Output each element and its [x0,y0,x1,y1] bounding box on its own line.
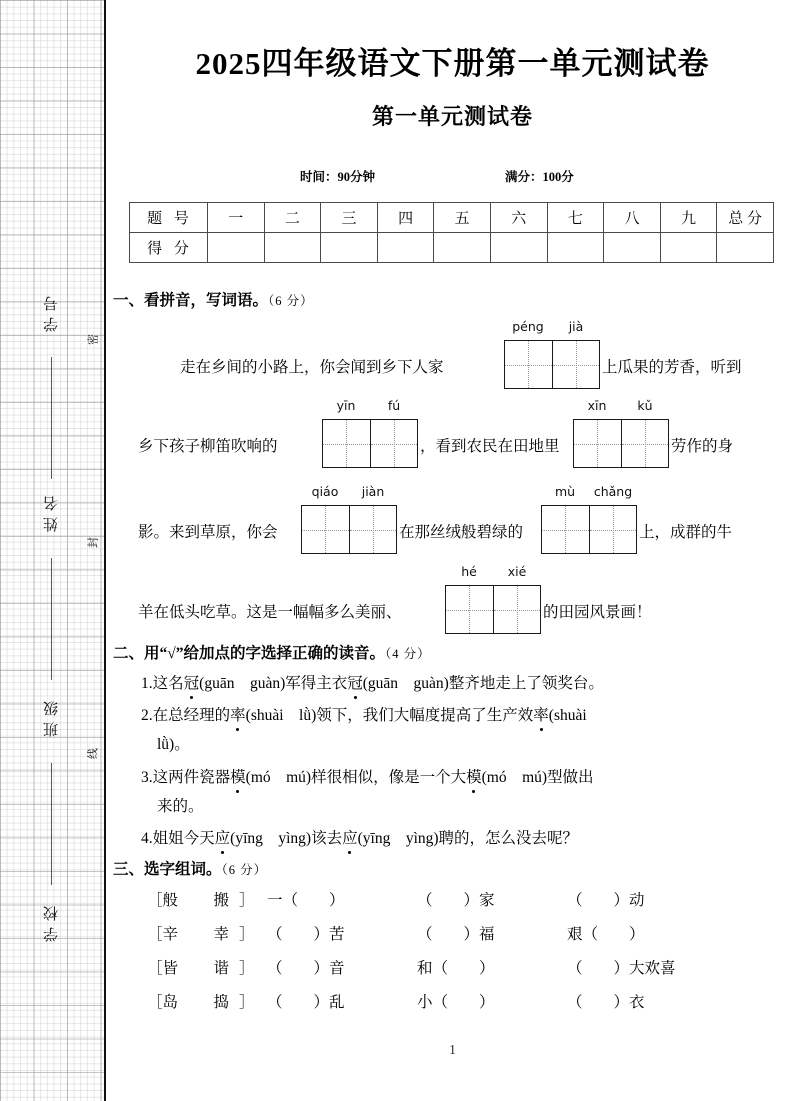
q1-pinyin-3-a: xīn [587,398,607,413]
q1-answer-box-2[interactable] [322,398,418,468]
q2-item-2-dot-1: 率 [230,703,246,725]
q1-pinyin-4-b: jiàn [361,484,385,499]
q1-pinyin-3 [573,400,669,413]
question-1-title: 一、看拼音，写词语。 [113,292,269,309]
score-cell-9[interactable] [660,233,717,263]
q2-item-2-s4: (shuài [548,707,587,724]
q2-item-2-s2: (shuài lǜ)领下，我们大幅度提高了生产效 [245,707,534,724]
q3-row-3-item-2[interactable]: 和（ ） [417,960,495,977]
score-col-3: 三 [321,203,378,233]
q1-answer-box-3[interactable] [573,398,669,468]
q2-item-2-num: 2. [141,707,153,724]
sidebar-field-xuehao-label: 学号 [43,290,60,332]
q1-pinyin-1-b: jià [568,319,584,334]
tianzige-cell[interactable] [621,420,669,467]
tianzige-cell[interactable] [505,341,552,388]
q3-row-2-item-3[interactable]: 艰（ ） [567,926,645,943]
q3-row-1-item-2[interactable]: （ ）家 [417,892,495,909]
q2-item-3 [141,765,594,787]
page-number: 1 [449,1043,456,1058]
paper-content [105,0,800,1101]
q2-item-1 [141,671,604,693]
q1-answer-box-1[interactable] [504,319,600,389]
score-cell-1[interactable] [208,233,265,263]
q3-row-4-item-1[interactable]: （ ）乱 [267,994,345,1011]
q2-item-2 [141,703,587,725]
score-table-row-label-0: 题 号 [130,203,208,233]
question-3-heading [113,857,267,879]
q2-item-4-s2: (yīng yìng)该去 [230,830,343,847]
q1-line-1-post: 上瓜果的芳香，听到 [602,359,742,376]
q1-answer-box-6[interactable] [445,564,541,634]
score-col-2: 二 [264,203,321,233]
score-col-4: 四 [377,203,434,233]
score-cell-2[interactable] [264,233,321,263]
score-cell-6[interactable] [490,233,547,263]
question-2-points: （4 分） [385,647,431,661]
q3-row-1-item-3[interactable]: （ ）动 [567,892,645,909]
sidebar-field-banji [36,695,66,742]
q3-row-2 [147,922,645,944]
q2-item-4-dot-1: 应 [215,826,231,848]
q1-pinyin-3-b: kǔ [637,398,653,413]
q1-line-2-mid: ，看到农民在田地里 [420,438,560,455]
sidebar-field-banji-label: 班级 [43,695,60,737]
score-col-5: 五 [434,203,491,233]
tianzige-box[interactable] [445,585,541,634]
q3-row-3-chars: 皆 谐 [162,960,240,977]
q2-item-3-num: 3. [141,769,153,786]
q2-item-2-s0: 在总经理的 [152,707,231,724]
question-2-heading [113,641,431,663]
question-1-heading [113,288,314,310]
q3-row-2-bracket: ［辛 幸］ [147,926,255,943]
score-table-row-label-1: 得 分 [130,233,208,263]
tianzige-cell[interactable] [446,586,493,633]
score-col-1: 一 [208,203,265,233]
q1-line-2-pre: 乡下孩子柳笛吹响的 [138,438,278,455]
q2-item-4-s0: 姐姐今天 [152,830,215,847]
score-col-7: 七 [547,203,604,233]
q1-line-4-post: 的田园风景画！ [543,604,652,621]
sidebar-field-xingming [36,490,66,537]
tianzige-cell[interactable] [370,420,418,467]
q2-item-4-s4: (yīng yìng)聘的，怎么没去呢？ [357,830,579,847]
tianzige-cell[interactable] [493,586,541,633]
score-cell-8[interactable] [604,233,661,263]
question-1-points: （6 分） [268,294,314,308]
seal-char-mi: 密 [87,334,100,345]
q3-row-4-item-3[interactable]: （ ）衣 [567,994,645,1011]
tianzige-box[interactable] [504,340,600,389]
q3-row-3-item-1[interactable]: （ ）音 [267,960,345,977]
q2-item-1-s4: (guān guàn)整齐地走上了领奖台。 [362,675,604,692]
q1-pinyin-6 [445,566,541,579]
sidebar-field-xuehao [36,290,66,337]
question-2-title: 二、用“√”给加点的字选择正确的读音。 [113,645,386,662]
score-cell-7[interactable] [547,233,604,263]
q2-item-3-dot-1: 模 [230,765,246,787]
score-cell-5[interactable] [434,233,491,263]
table-row-question-numbers [130,203,774,233]
tianzige-box[interactable] [573,419,669,468]
q2-item-3-cont: 来的。 [157,798,204,815]
score-col-8: 八 [604,203,661,233]
tianzige-cell[interactable] [349,506,397,553]
q2-item-1-s0: 这名 [152,675,184,692]
seal-char-xian: 线 [87,748,100,759]
q1-line-4-pre: 羊在低头吃草。这是一幅幅多么美丽、 [138,604,402,621]
score-col-9: 九 [660,203,717,233]
q3-row-4-chars: 岛 捣 [162,994,240,1011]
tianzige-cell[interactable] [323,420,370,467]
sidebar-field-xuexiao [36,900,66,947]
sidebar-field-xingming-label: 姓名 [43,490,60,532]
tianzige-cell[interactable] [302,506,349,553]
q3-row-1 [147,888,645,910]
q3-row-3-item-3[interactable]: （ ）大欢喜 [567,960,676,977]
sidebar-field-xuexiao-label: 学校 [43,900,60,942]
q3-row-2-item-1[interactable]: （ ）苦 [267,926,345,943]
q1-pinyin-5-a: mù [554,484,576,499]
score-col-6: 六 [490,203,547,233]
q3-row-3 [147,956,676,978]
tianzige-cell[interactable] [589,506,637,553]
q2-item-1-dot-2: 冠 [347,671,363,693]
q1-answer-box-4[interactable] [301,484,397,554]
q1-pinyin-4 [301,486,397,499]
tianzige-cell[interactable] [542,506,589,553]
table-row-scores [130,233,774,263]
q3-row-4 [147,990,645,1012]
q1-pinyin-2 [322,400,418,413]
score-cell-3[interactable] [321,233,378,263]
q3-row-1-bracket: ［般 搬］ [147,892,255,909]
q1-pinyin-4-a: qiáo [311,484,339,499]
q2-item-1-s2: (guān guàn)军得主衣 [199,675,348,692]
q2-item-3-s4: (mó mú)型做出 [481,769,594,786]
q1-pinyin-2-a: yīn [336,398,356,413]
q3-row-4-bracket: ［岛 捣］ [147,994,255,1011]
exam-time-label: 时间：90分钟 [300,170,376,184]
sidebar-line-xingming[interactable] [51,558,52,680]
q2-item-3-s0: 这两件瓷器 [152,769,231,786]
q2-item-2-dot-2: 率 [533,703,549,725]
q1-pinyin-5-b: chǎng [593,484,633,499]
q2-item-1-num: 1. [141,675,153,692]
tianzige-cell[interactable] [552,341,600,388]
q3-row-4-item-2[interactable]: 小（ ） [417,994,495,1011]
q1-pinyin-6-a: hé [461,564,477,579]
score-col-total: 总 分 [717,203,774,233]
score-cell-total[interactable] [717,233,774,263]
sidebar-line-xuehao[interactable] [51,357,52,479]
q1-pinyin-1 [504,321,600,334]
page-subtitle: 第一单元测试卷 [371,104,533,129]
q1-pinyin-6-b: xié [507,564,527,579]
q1-line-2-post: 劳作的身 [671,438,734,455]
question-3-title: 三、选字组词。 [113,861,222,878]
score-cell-4[interactable] [377,233,434,263]
q1-line-1-pre: 走在乡间的小路上，你会闻到乡下人家 [180,359,444,376]
page-title: 2025四年级语文下册第一单元测试卷 [195,46,710,81]
q2-item-1-dot-1: 冠 [184,671,200,693]
q2-item-3-s2: (mó mú)样很相似，像是一个大 [245,769,467,786]
q2-item-4 [141,826,578,848]
q3-row-1-item-1[interactable]: 一（ ） [267,892,345,909]
q1-line-3-pre: 影。来到草原，你会 [138,524,278,541]
tianzige-box[interactable] [322,419,418,468]
q1-pinyin-2-b: fú [387,398,401,413]
tianzige-box[interactable] [301,505,397,554]
question-3-points: （6 分） [221,863,268,877]
tianzige-cell[interactable] [574,420,621,467]
q2-item-2-cont: lǜ)。 [157,736,190,753]
q1-pinyin-5 [541,486,637,499]
score-table [129,202,774,263]
q3-row-3-bracket: ［皆 谐］ [147,960,255,977]
q3-row-1-chars: 般 搬 [162,892,240,909]
q1-pinyin-1-a: péng [512,319,544,334]
seal-char-feng: 封 [87,537,100,548]
q1-line-3-mid: 在那丝绒般碧绿的 [399,524,524,541]
sidebar-line-banji[interactable] [51,763,52,885]
q1-answer-box-5[interactable] [541,484,637,554]
q3-row-2-item-2[interactable]: （ ）福 [417,926,495,943]
q1-line-3-post: 上，成群的牛 [639,524,733,541]
q3-row-2-chars: 辛 幸 [162,926,240,943]
q2-item-4-dot-2: 应 [342,826,358,848]
q2-item-4-num: 4. [141,830,153,847]
tianzige-box[interactable] [541,505,637,554]
exam-fullscore-label: 满分：100分 [505,170,574,184]
q2-item-3-dot-2: 模 [466,765,482,787]
